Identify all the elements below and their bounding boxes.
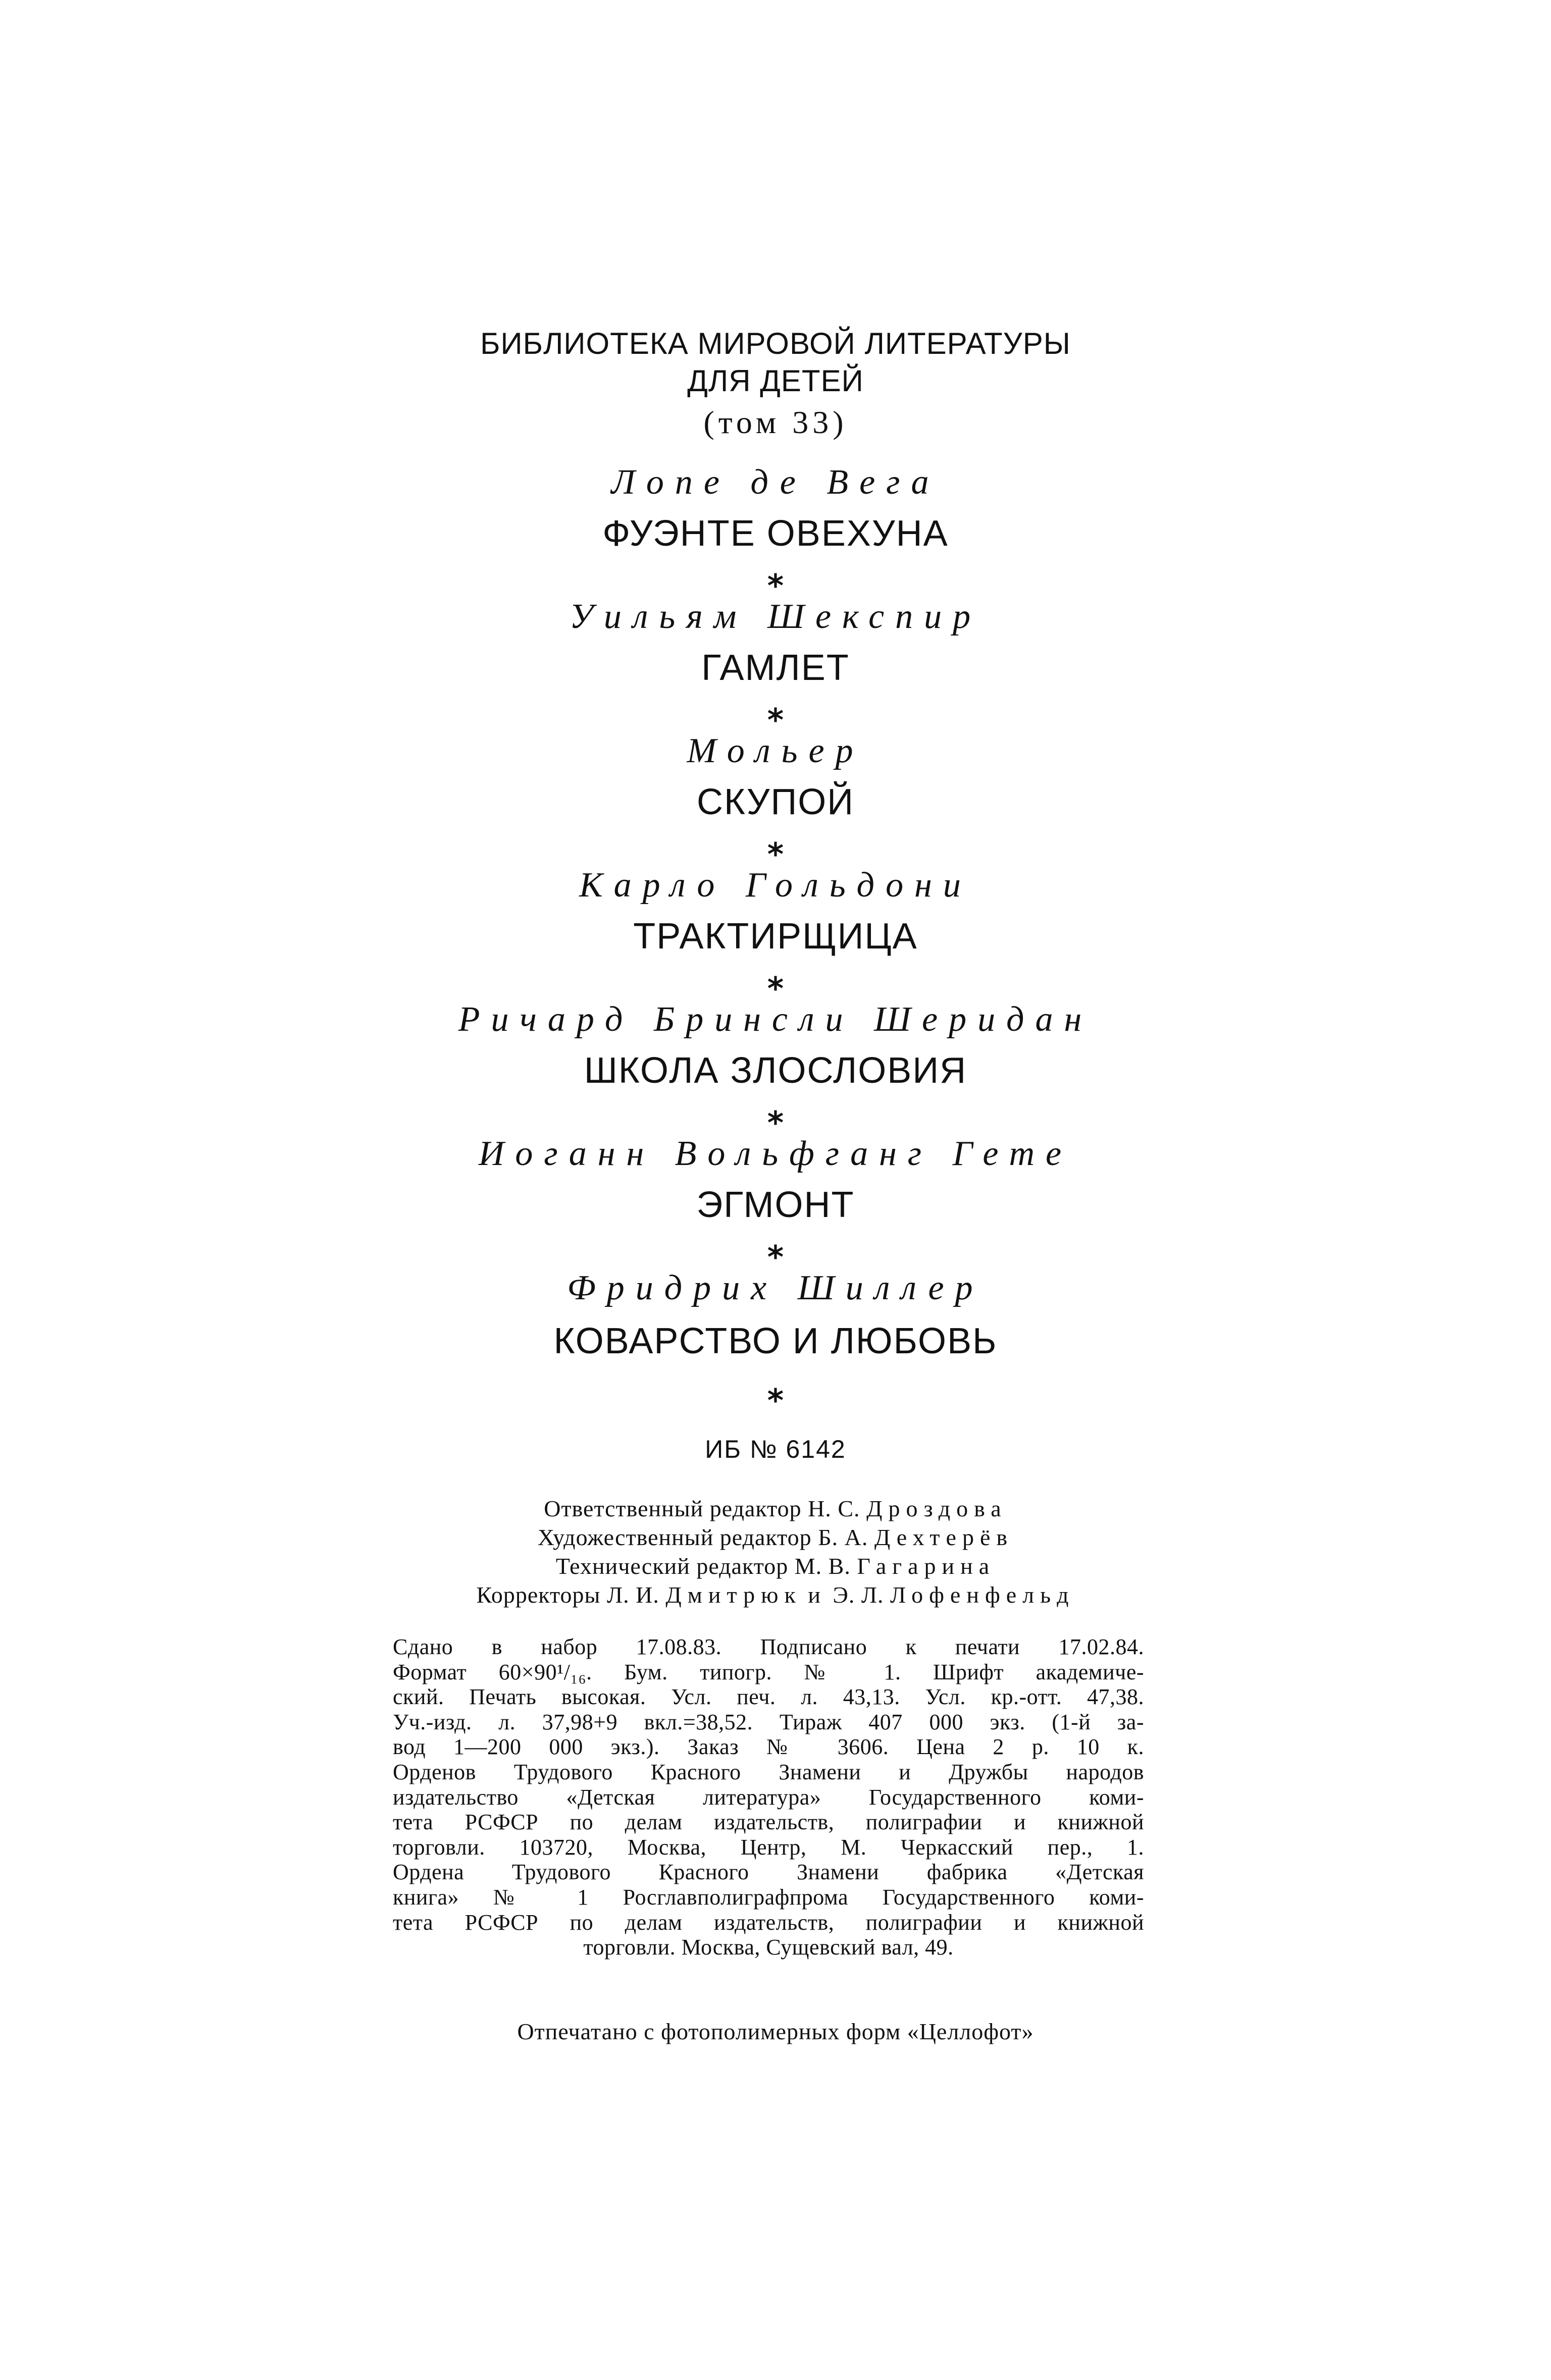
title-miser: СКУПОЙ — [697, 782, 854, 822]
credit-surname: Дмитрюк — [665, 1582, 802, 1608]
series-title-line1: БИБЛИОТЕКА МИРОВОЙ ЛИТЕРАТУРЫ — [480, 327, 1071, 360]
title-school-for-scandal: ШКОЛА ЗЛОСЛОВИЯ — [584, 1050, 967, 1091]
title-fuente-ovejuna: ФУЭНТЕ ОВЕХУНА — [602, 513, 949, 554]
separator-star: * — [767, 567, 784, 604]
separator-star: * — [767, 702, 784, 738]
credit-surname: Дроздова — [866, 1496, 1007, 1521]
credit-initials: Э. Л. — [833, 1582, 884, 1608]
author-shakespeare: Уильям Шекспир — [569, 597, 982, 636]
imprint-line: Уч.-изд. л. 37,98+9 вкл.=38,52. Тираж 407 000 экз. (1-й за- — [393, 1709, 1144, 1734]
imprint-line: торговли. 103720, Москва, Центр, М. Черкасский пер., 1. — [393, 1834, 1144, 1860]
credit-surname: Гагарина — [857, 1553, 996, 1579]
credit-role: Технический редактор — [555, 1553, 789, 1579]
imprint-line: торговли. Москва, Сущевский вал, 49. — [583, 1935, 954, 1960]
credit-line-art-editor — [0, 1523, 1551, 1552]
imprint-line: ский. Печать высокая. Усл. печ. л. 43,13. Усл. кр.-отт. 47,38. — [393, 1684, 1144, 1710]
imprint-line: Орденов Трудового Красного Знамени и Дружбы народов — [393, 1759, 1144, 1784]
title-hamlet: ГАМЛЕТ — [701, 648, 850, 688]
title-egmont: ЭГМОНТ — [696, 1185, 855, 1225]
credit-role: Ответственный редактор — [544, 1496, 802, 1521]
author-schiller: Фридрих Шиллер — [567, 1268, 984, 1307]
printed-note: Отпечатано с фотополимерных форм «Целлофот» — [517, 2019, 1034, 2044]
credit-surname: Дехтерёв — [874, 1524, 1014, 1550]
credit-initials: М. В. — [794, 1553, 851, 1579]
author-sheridan: Ричард Бринсли Шеридан — [458, 1000, 1093, 1039]
imprint-line: вод 1—200 000 экз.). Заказ № 3606. Цена 2 р. 10 к. — [393, 1734, 1144, 1760]
separator-star: * — [767, 1382, 784, 1419]
separator-star: * — [767, 1104, 784, 1141]
imprint-line: издательство «Детская литература» Государственного коми- — [393, 1784, 1144, 1810]
title-mistress-of-inn: ТРАКТИРЩИЦА — [633, 916, 918, 957]
credit-surname: Лофенфельд — [890, 1582, 1075, 1608]
ib-number: ИБ № 6142 — [705, 1435, 846, 1463]
credit-line-proofreaders — [0, 1580, 1551, 1609]
author-goldoni: Карло Гольдони — [579, 866, 972, 905]
credit-initials: Л. И. — [606, 1582, 659, 1608]
credit-connector: и — [808, 1582, 826, 1608]
imprint-line: книга» № 1 Росглавполиграфпрома Государственного коми- — [393, 1884, 1144, 1910]
author-moliere: Мольер — [687, 731, 864, 770]
author-lope-de-vega: Лопе де Вега — [611, 463, 940, 502]
imprint-line: тета РСФСР по делам издательств, полиграфии и книжной — [393, 1810, 1144, 1835]
separator-star: * — [767, 970, 784, 1007]
series-title-line2: ДЛЯ ДЕТЕЙ — [687, 364, 864, 398]
title-intrigue-and-love: КОВАРСТВО И ЛЮБОВЬ — [553, 1321, 998, 1361]
author-goethe: Иоганн Вольфганг Гете — [478, 1134, 1073, 1173]
imprint-line: тета РСФСР по делам издательств, полиграфии и книжной — [393, 1910, 1144, 1935]
credits-block — [0, 1494, 1551, 1609]
separator-star: * — [767, 1239, 784, 1276]
imprint-line: Формат 60×90¹/₁₆. Бум. типогр. № 1. Шрифт академиче- — [393, 1659, 1144, 1684]
separator-star: * — [767, 836, 784, 873]
volume-number: (том 33) — [703, 404, 848, 440]
imprint-line: Ордена Трудового Красного Знамени фабрика «Детская — [393, 1860, 1144, 1885]
credit-initials: Н. С. — [808, 1496, 860, 1521]
credit-initials: Б. А. — [818, 1524, 868, 1550]
credit-line-responsible-editor — [0, 1494, 1551, 1523]
credit-role: Художественный редактор — [537, 1524, 812, 1550]
credit-line-technical-editor — [0, 1552, 1551, 1580]
credit-role: Корректоры — [476, 1582, 601, 1608]
imprint-line: Сдано в набор 17.08.83. Подписано к печати 17.02.84. — [393, 1634, 1144, 1659]
imprint-block — [393, 1634, 1144, 1960]
